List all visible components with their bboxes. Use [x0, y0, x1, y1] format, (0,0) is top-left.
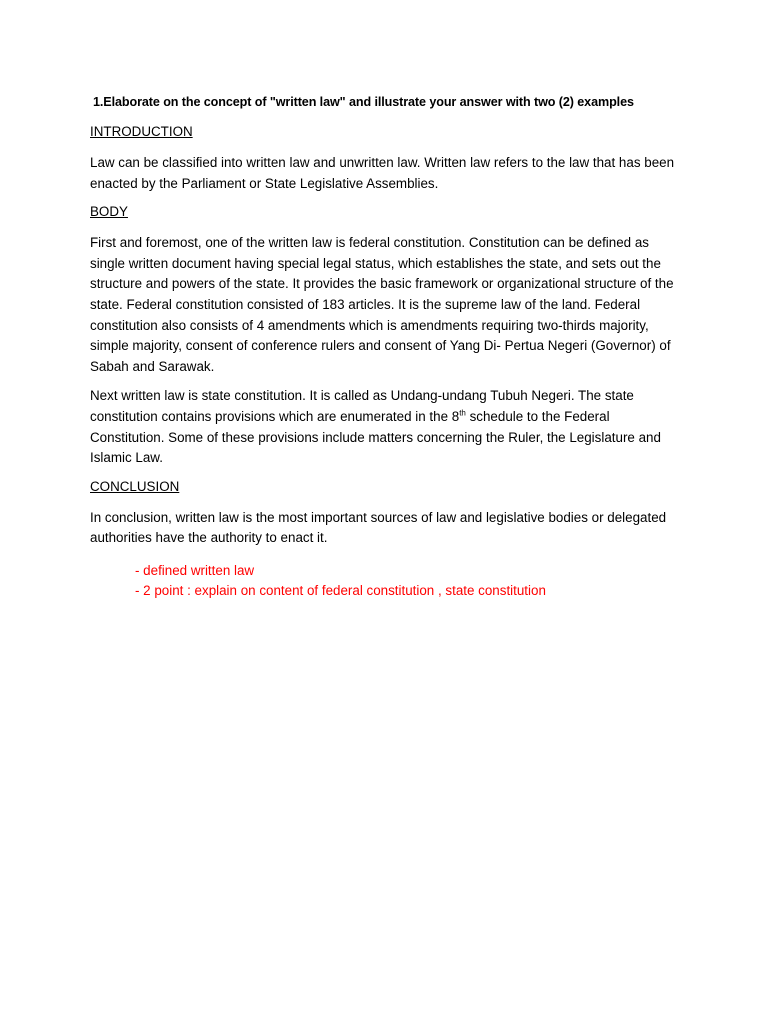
introduction-paragraph: Law can be classified into written law and unwritten law. Written law refers to the law that has been enacted by the Parliament or State Legislative Assemblies.	[90, 155, 675, 191]
body-heading: BODY	[90, 204, 128, 220]
state-paragraph-text-continued: schedule to the Federal Constitution. Some of these provisions include matters concerning the Ruler, the Legislature and Islamic Law.	[90, 408, 661, 466]
note-item: - defined written law	[135, 562, 255, 578]
body-paragraph-federal: First and foremost, one of the written law is federal constitution. Constitution can be defined as single written document having special legal status, which establishes the state, and sets out the structure and powers of the state. It provides the basic framework or organizational structure of the state. Federal constitution consisted of 183 articles. It is the supreme law of the land. Federal constitution also consists of 4 amendments which is amendments requiring two-thirds majority, simple majority, consent of conference rulers and consent of Yang Di- Pertua Negeri (Governor) of Sabah and Sarawak.	[90, 235, 674, 374]
document-page	[90, 94, 690, 601]
state-paragraph-text: Next written law is state constitution. It is called as Undang-undang Tubuh Negeri. The state constitution contains provisions which are enumerated in the 8	[90, 388, 634, 424]
conclusion-paragraph: In conclusion, written law is the most important sources of law and legislative bodies or delegated authorities have the authority to enact it.	[90, 509, 667, 546]
question-title: 1.Elaborate on the concept of "written law" and illustrate your answer with two (2) examples	[93, 95, 634, 109]
ordinal-superscript: th	[459, 408, 466, 418]
body-paragraph-state	[90, 386, 682, 468]
introduction-heading: INTRODUCTION	[90, 124, 193, 139]
conclusion-heading: CONCLUSION	[90, 478, 180, 494]
marking-notes	[135, 561, 690, 601]
note-item: - 2 point : explain on content of federal constitution , state constitution	[135, 582, 546, 598]
